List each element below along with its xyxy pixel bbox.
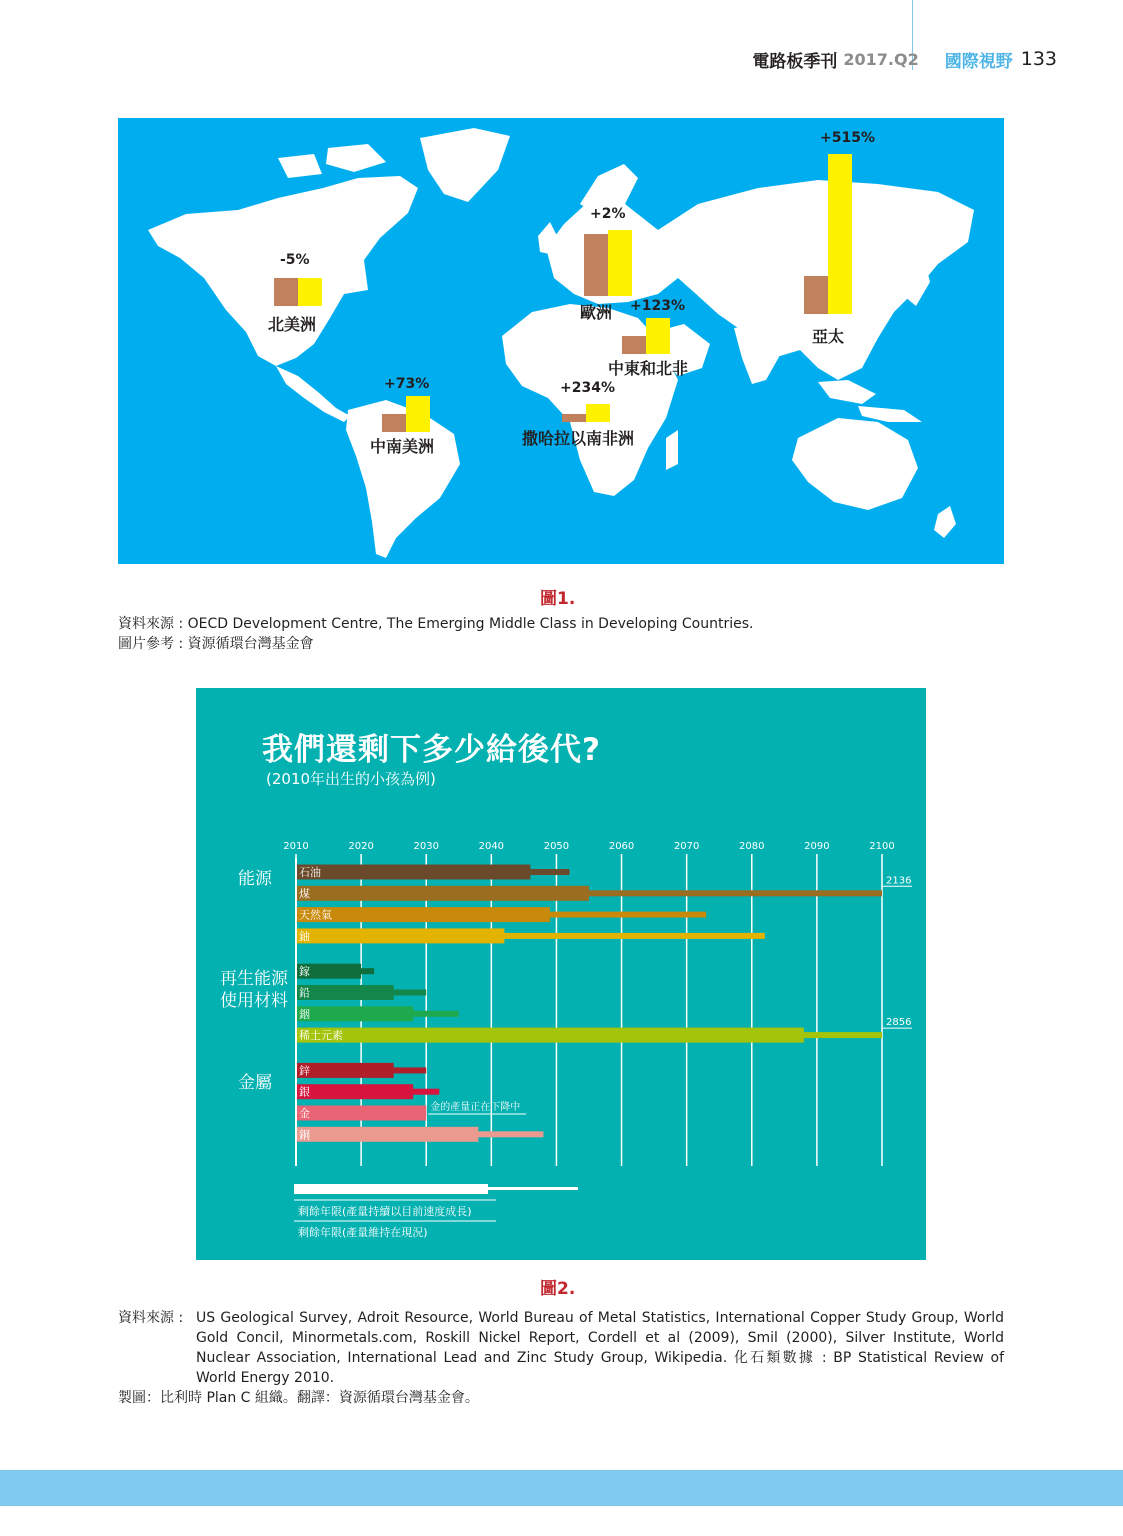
figure1-source — [118, 614, 754, 634]
bar-growth-銦 — [296, 1006, 413, 1021]
bar-label-鋅: 鋅 — [299, 1064, 310, 1078]
bar-growth-金 — [296, 1106, 426, 1121]
group-label-metals: 金屬 — [238, 1073, 272, 1093]
pct-north-america: -5% — [280, 252, 310, 268]
bar-growth-天然氣 — [296, 907, 550, 922]
bar-growth-鉛 — [296, 985, 394, 1000]
bar-north-america-after — [298, 278, 322, 306]
bar-growth-稀土元素 — [296, 1028, 804, 1043]
group-label-renewable-text: 再生能源 使用材料 — [220, 969, 288, 1011]
figure1-caption: 圖1. — [540, 589, 576, 609]
resource-chart-figure — [196, 688, 926, 1260]
bar-label-金: 金 — [299, 1107, 310, 1120]
bar-europe-before — [584, 234, 608, 296]
bar-ssa-before — [562, 414, 586, 422]
bar-label-鈾: 鈾 — [299, 929, 310, 943]
bar-latin-america-after — [406, 396, 430, 432]
legend-thick-swatch — [294, 1184, 488, 1194]
figure2-source-label: 資料來源 : — [118, 1310, 184, 1326]
legend-label-thin: 剩餘年限(產量維持在現況) — [298, 1226, 428, 1239]
figure1-image-ref-label: 圖片參考 : — [118, 636, 184, 652]
bar-label-煤: 煤 — [299, 887, 310, 901]
page-number: 133 — [1020, 48, 1057, 70]
bar-label-稀土元素: 稀土元素 — [299, 1029, 343, 1043]
bar-growth-鋅 — [296, 1063, 394, 1078]
bar-label-銦: 銦 — [299, 1007, 310, 1021]
bar-label-鎵: 鎵 — [299, 965, 310, 979]
bar-growth-石油 — [296, 865, 530, 880]
tick-label-2100: 2100 — [869, 841, 895, 852]
bar-latin-america-before — [382, 414, 406, 432]
figure2-source-text: US Geological Survey, Adroit Resource, World Bureau of Metal Statistics, International Copper Study Group, World Gold Concil, Minormetals.com, Roskill Nickel Report, Cordell et al (2009), Smil (2000), Silver Institute, World Nuclear Association, International Lead and Zinc Study Group, Wikipedia. 化石類數據 : BP Statistical Review of World Energy 2010. — [196, 1310, 1004, 1386]
bar-growth-銀 — [296, 1084, 413, 1099]
bar-label-天然氣: 天然氣 — [299, 908, 332, 922]
bar-label-鉛: 鉛 — [299, 986, 310, 1000]
legend-label-thick: 剩餘年限(產量持續以目前速度成長) — [298, 1205, 472, 1218]
tick-label-2030: 2030 — [413, 841, 439, 852]
bar-asia-pacific-before — [804, 276, 828, 314]
bar-label-銅: 銅 — [299, 1128, 310, 1142]
magazine-title: 電路板季刊 — [752, 51, 838, 72]
section-label: 國際視野 — [944, 51, 1013, 72]
pct-mena: +123% — [630, 298, 685, 314]
tick-label-2010: 2010 — [283, 841, 309, 852]
bar-mena-after — [646, 318, 670, 354]
bar-annotation-稀土元素: 2856 — [886, 1017, 912, 1029]
bar-mena-before — [622, 336, 646, 354]
figure2-caption: 圖2. — [540, 1279, 576, 1299]
chart-plot — [196, 688, 926, 1260]
chart-title: 我們還剩下多少給後代? — [262, 732, 601, 768]
pct-latin-america: +73% — [384, 376, 430, 392]
tick-label-2020: 2020 — [348, 841, 374, 852]
bar-growth-銅 — [296, 1127, 478, 1142]
bar-label-銀: 銀 — [299, 1085, 310, 1099]
tick-label-2070: 2070 — [673, 841, 700, 852]
pct-sub-saharan-africa: +234% — [560, 380, 615, 396]
figure1-source-text: OECD Development Centre, The Emerging Middle Class in Developing Countries. — [187, 616, 754, 632]
bar-north-america-before — [274, 278, 298, 306]
region-north-america: 北美洲 — [268, 315, 317, 334]
bar-europe-after — [608, 230, 632, 296]
pct-asia-pacific: +515% — [820, 130, 875, 146]
region-sub-saharan-africa: 撒哈拉以南非洲 — [522, 429, 635, 448]
region-mena: 中東和北非 — [608, 359, 689, 378]
world-map-land — [118, 118, 1004, 564]
chart-subtitle: (2010年出生的小孩為例) — [266, 770, 436, 788]
bar-label-石油: 石油 — [299, 866, 321, 879]
bar-note-金: 金的產量正在下降中 — [430, 1102, 521, 1113]
bar-growth-鈾 — [296, 928, 504, 943]
footer-band — [0, 1470, 1123, 1506]
world-map-figure — [118, 118, 1004, 564]
bar-ssa-after — [586, 404, 610, 422]
figure1-image-ref-text: 資源循環台灣基金會 — [187, 636, 314, 652]
bar-asia-pacific-after — [828, 154, 852, 314]
figure2-credit: 製圖：比利時 Plan C 組織。翻譯：資源循環台灣基金會。 — [118, 1390, 479, 1406]
legend-thin-swatch — [488, 1187, 578, 1190]
figure1-image-ref — [118, 634, 314, 654]
group-label-energy: 能源 — [238, 869, 272, 889]
tick-label-2040: 2040 — [478, 841, 505, 852]
region-asia-pacific: 亞太 — [812, 327, 845, 346]
region-latin-america: 中南美洲 — [370, 437, 435, 456]
bar-annotation-煤: 2136 — [886, 875, 912, 887]
figure2-source — [118, 1308, 1004, 1388]
region-europe: 歐洲 — [580, 303, 613, 322]
page-header — [752, 44, 1057, 74]
tick-label-2080: 2080 — [739, 841, 765, 852]
figure1-source-label: 資料來源 : — [118, 616, 184, 632]
pct-europe: +2% — [590, 206, 626, 222]
tick-label-2060: 2060 — [608, 841, 635, 852]
issue-label: 2017.Q2 — [843, 49, 919, 69]
tick-label-2050: 2050 — [543, 841, 570, 852]
bar-growth-煤 — [296, 886, 589, 901]
tick-label-2090: 2090 — [804, 841, 830, 852]
